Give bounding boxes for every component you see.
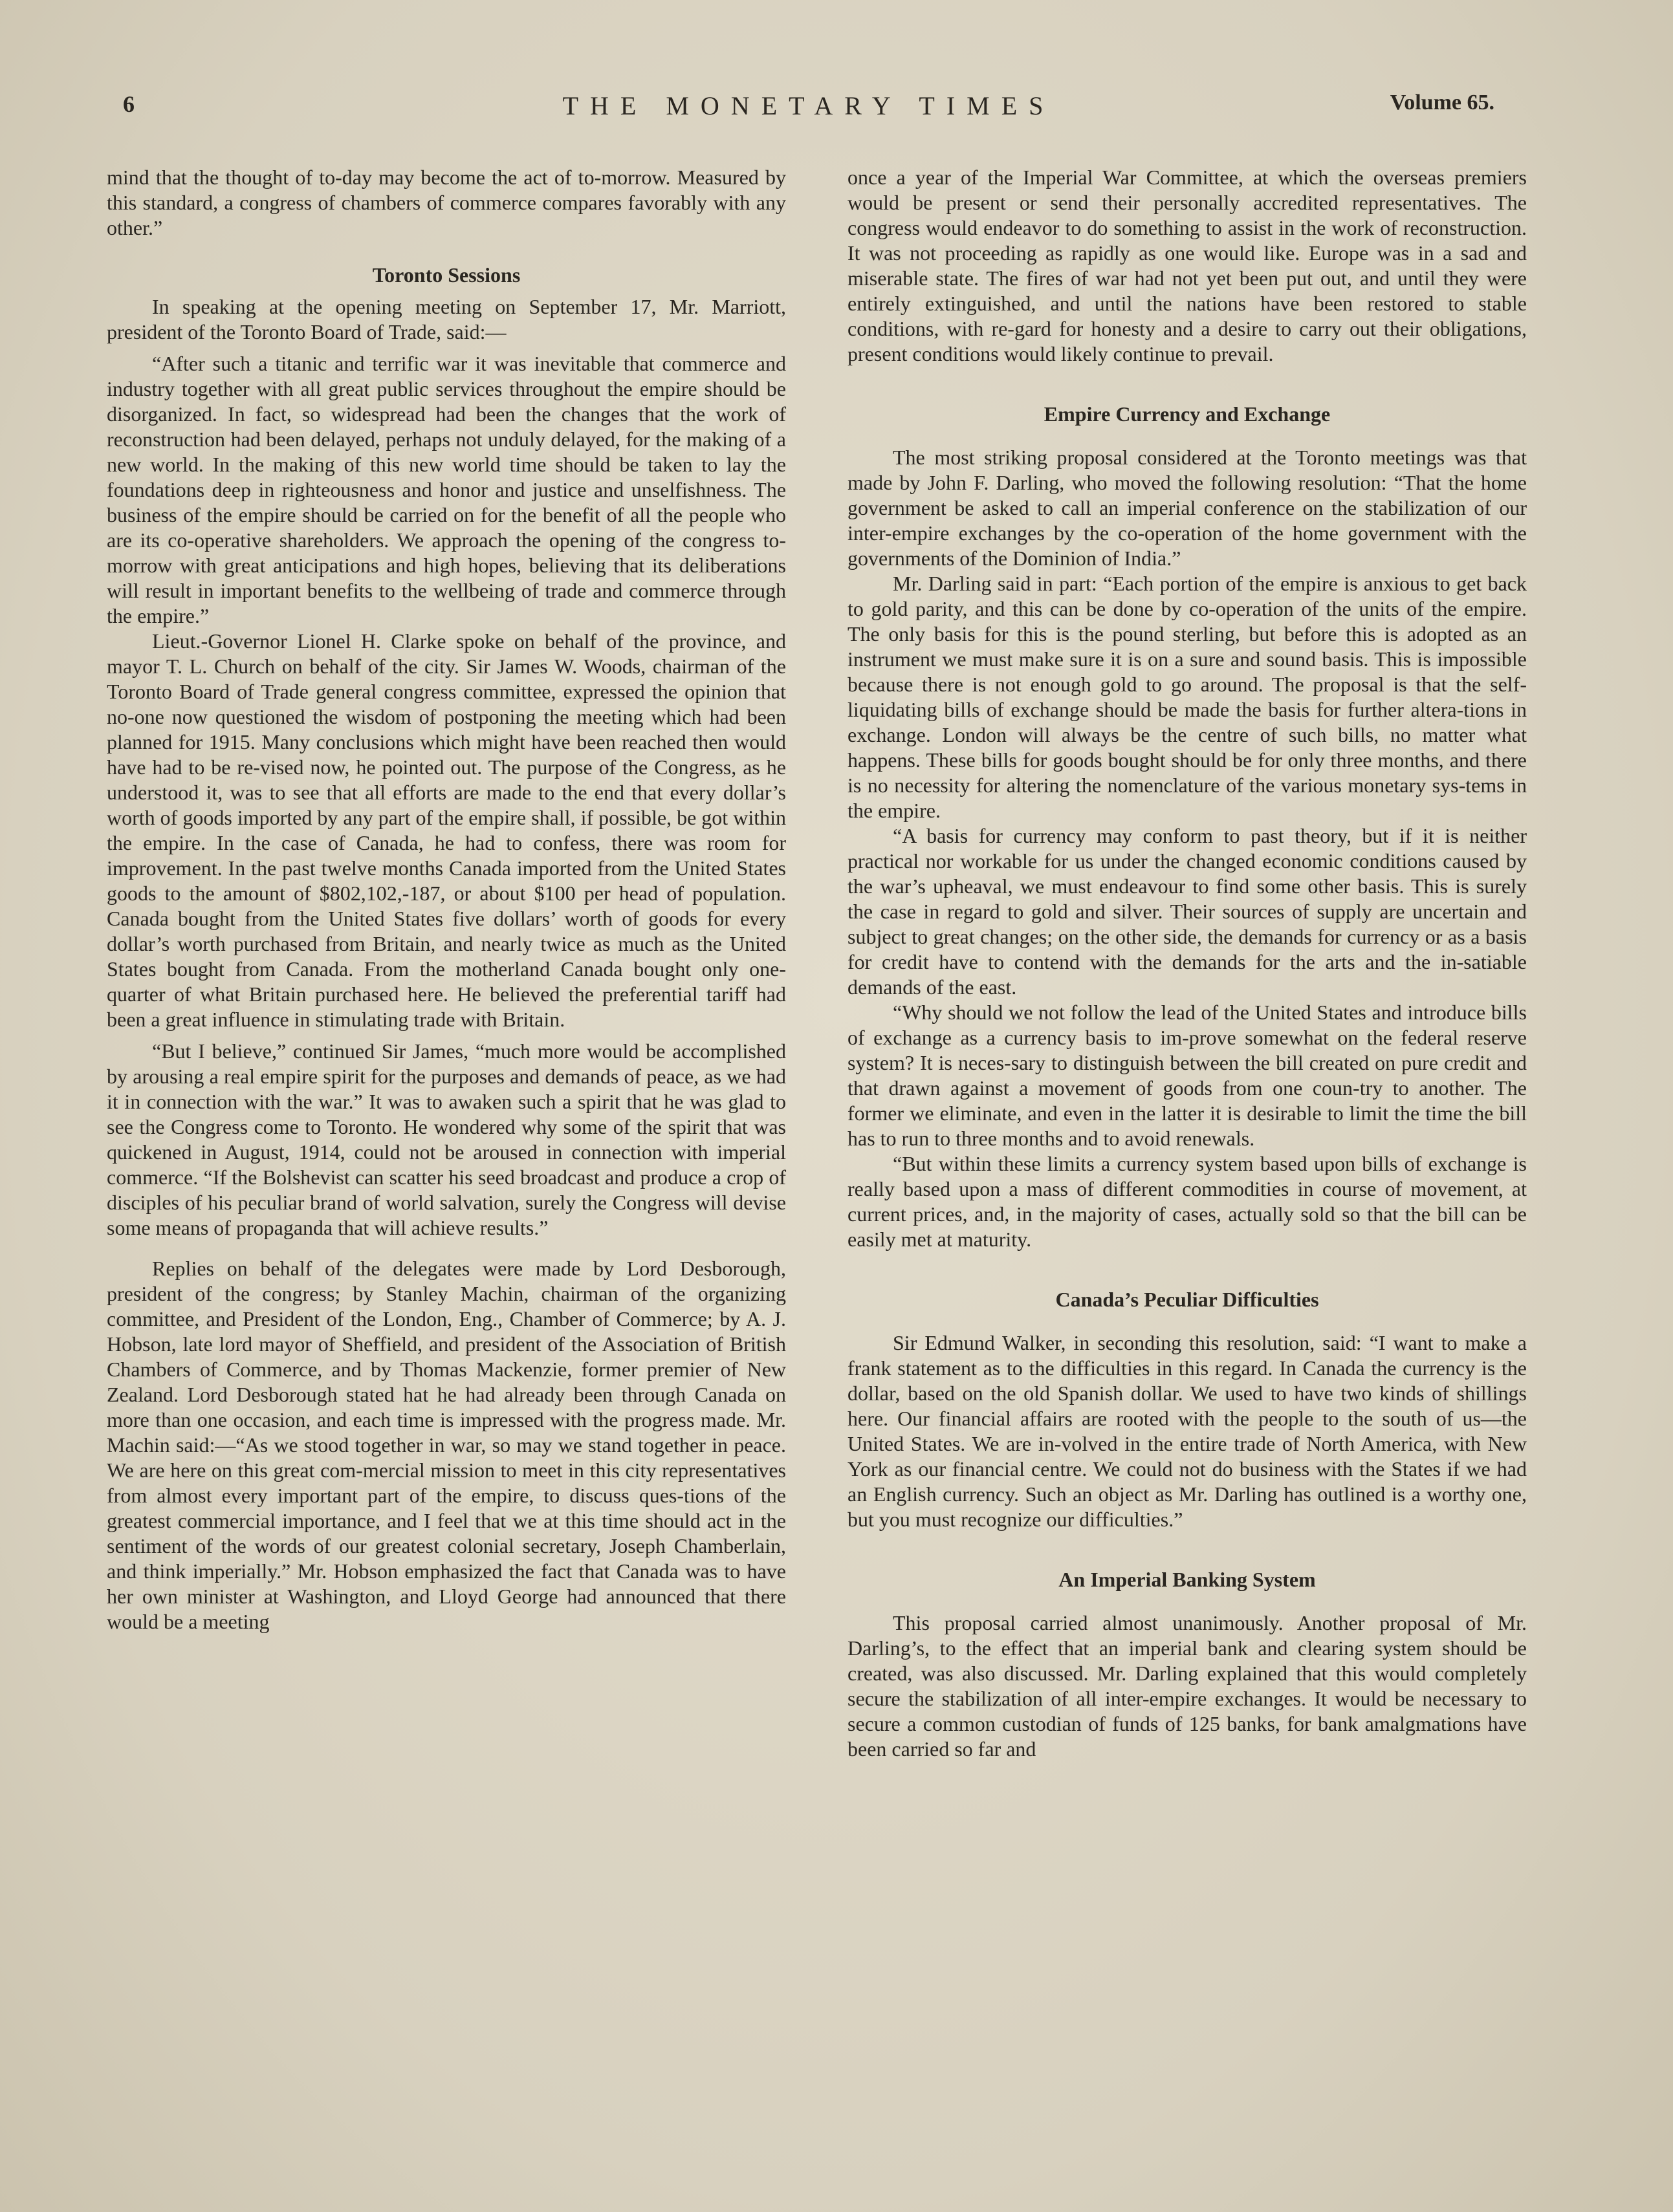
section-heading: An Imperial Banking System: [1058, 1568, 1316, 1591]
paragraph: Replies on behalf of the delegates were made by Lord Desborough, president of the congress; by Stanley Machin, chairman of the organizing committee, and President of the London, Eng., Chamber of Commerce; by A. J. Hobson, late lord mayor of Sheffield, and president of the Association of British Chambers of Commerce, and by Thomas Mackenzie, former premier of New Zealand. Lord Desborough stated hat he had already been through Canada on more than one occasion, and each time is impressed with the progress made. Mr. Machin said:—“As we stood together in war, so may we stand together in peace. We are here on this great com-mercial mission to meet in this city representatives from almost every important part of the empire, to discuss ques-tions of the greatest commercial importance, and I feel that we at this time should act in the sentiment of the words of our greatest colonial secretary, Joseph Chamberlain, and think imperially.” Mr. Hobson emphasized the fact that Canada was to have her own minister at Washington, and Lloyd George had announced that there would be a meeting: [107, 1257, 786, 1633]
paragraph: “Why should we not follow the lead of the United States and introduce bills of exchange as a currency basis to im-prove somewhat on the federal reserve system? It is neces-sary to distinguish between the bill created on pure credit and that drawn against a movement of goods from one coun-try to another. The former we eliminate, and even in the latter it is desirable to limit the time the bill has to run to three months and to avoid renewals.: [847, 1001, 1527, 1150]
right-column: [847, 165, 1527, 1762]
paragraph: “A basis for currency may conform to past theory, but if it is neither practical nor workable for us under the changed economic conditions caused by the war’s upheaval, we must endeavour to find some other basis. This is surely the case in regard to gold and silver. Their sources of supply are uncertain and subject to great changes; on the other side, the demands for currency or as a basis for credit have to contend with the demands for the arts and the in-satiable demands of the east.: [847, 824, 1527, 999]
section-heading: Canada’s Peculiar Difficulties: [1055, 1288, 1319, 1311]
volume-label: Volume 65.: [1390, 91, 1494, 114]
left-column: [107, 165, 786, 1634]
page-number: 6: [123, 91, 135, 117]
publication-title: THE MONETARY TIMES: [562, 91, 1055, 120]
paragraph: Lieut.-Governor Lionel H. Clarke spoke on behalf of the province, and mayor T. L. Church on behalf of the city. Sir James W. Woods, chairman of the Toronto Board of Trade general congress committee, expressed the opinion that no-one now questioned the wisdom of postponing the meeting which had been planned for 1915. Many conclusions which might have been reached then would have had to be re-vised now, he pointed out. The purpose of the Congress, as he understood it, was to see that all efforts are made to the end that every dollar’s worth of goods imported by any part of the empire shall, if possible, be got within the empire. In the case of Canada, he had to confess, there was room for improvement. In the past twelve months Canada imported from the United States goods to the amount of $802,102,-187, or about $100 per head of population. Canada bought from the United States five dollars’ worth of goods for every dollar’s worth purchased from Britain, and nearly twice as much as the United States bought from Canada. From the motherland Canada bought only one-quarter of what Britain purchased here. He believed the preferential tariff had been a great influence in stimulating trade with Britain.: [107, 629, 786, 1031]
paragraph: “But within these limits a currency system based upon bills of exchange is really based upon a mass of different commodities in course of movement, at current prices, and, in the majority of cases, actually sold so that the bill can be easily met at maturity.: [847, 1152, 1527, 1251]
paragraph: Sir Edmund Walker, in seconding this resolution, said: “I want to make a frank statement as to the difficulties in this regard. In Canada the currency is the dollar, based on the old Spanish dollar. We used to have two kinds of shillings here. Our financial affairs are rooted with the people to the south of us—the United States. We are in-volved in the entire trade of North America, with New York as our financial centre. We could not do business with the States if we had an English currency. Such an object as Mr. Darling has outlined is a worthy one, but you must recognize our difficulties.”: [847, 1331, 1527, 1531]
paragraph: “After such a titanic and terrific war it was inevitable that commerce and industry together with all great public services throughout the empire should be disorganized. In fact, so widespread had been the changes that the work of reconstruction had been delayed, perhaps not unduly delayed, for the making of a new world. In the making of this new world time should be taken to lay the foundations deep in righteousness and honor and justice and unselfishness. The business of the empire should be carried on for the benefit of all the people who are its co-operative shareholders. We approach the opening of the congress to-morrow with great anticipations and high hopes, believing that its deliberations will result in important benefits to the wellbeing of trade and commerce through the empire.”: [107, 352, 786, 627]
paragraph: once a year of the Imperial War Committee, at which the overseas premiers would be present or send their personally accredited representatives. The congress would endeavor to do something to assist in the work of reconstruction. It was not proceeding as rapidly as one would like. Europe was in a sad and miserable state. The fires of war had not yet been put out, and until they were entirely extinguished, and until the nations have been restored to stable conditions, with re-gard for honesty and a desire to carry out their obligations, present conditions would likely continue to prevail.: [847, 166, 1527, 365]
page-header: [123, 91, 1494, 129]
section-heading: Toronto Sessions: [372, 263, 521, 287]
section-heading: Empire Currency and Exchange: [1044, 402, 1331, 426]
paragraph: This proposal carried almost unanimously. Another proposal of Mr. Darling’s, to the effect that an imperial bank and clearing system should be created, was also discussed. Mr. Darling explained that this would completely secure the stabilization of all inter-empire exchanges. It would be necessary to secure a common custodian of funds of 125 banks, for bank amalgmations have been carried so far and: [847, 1611, 1527, 1761]
paragraph: In speaking at the opening meeting on September 17, Mr. Marriott, president of the Toronto Board of Trade, said:—: [107, 295, 786, 343]
paragraph: “But I believe,” continued Sir James, “much more would be accomplished by arousing a real empire spirit for the purposes and demands of peace, as we had it in connection with the war.” It was to awaken such a spirit that he was glad to see the Congress come to Toronto. He wondered why some of the spirit that was quickened in August, 1914, could not be aroused in connection with imperial commerce. “If the Bolshevist can scatter his seed broadcast and produce a crop of disciples of his peculiar brand of world salvation, surely the Congress will devise some means of propaganda that will achieve results.”: [107, 1039, 786, 1239]
paragraph: The most striking proposal considered at the Toronto meetings was that made by John F. Darling, who moved the following resolution: “That the home government be asked to call an imperial conference on the stabilization of our inter-empire exchanges by the co-operation of the home government with the governments of the Dominion of India.”: [847, 446, 1527, 570]
paragraph: mind that the thought of to-day may become the act of to-morrow. Measured by this standard, a congress of chambers of commerce compares favorably with any other.”: [107, 166, 786, 239]
paragraph: Mr. Darling said in part: “Each portion of the empire is anxious to get back to gold parity, and this can be done by co-operation of the units of the empire. The only basis for this is the pound sterling, but before this is adopted as an instrument we must make sure it is on a sure and sound basis. This is impossible because there is not enough gold to go around. The proposal is that the self-liquidating bills of exchange should be made the basis for further altera-tions in exchange. London will always be the centre of such bills, no matter what happens. These bills for goods bought should be for only three months, and there is no necessity for altering the nomenclature of the various monetary sys-tems in the empire.: [847, 572, 1527, 822]
